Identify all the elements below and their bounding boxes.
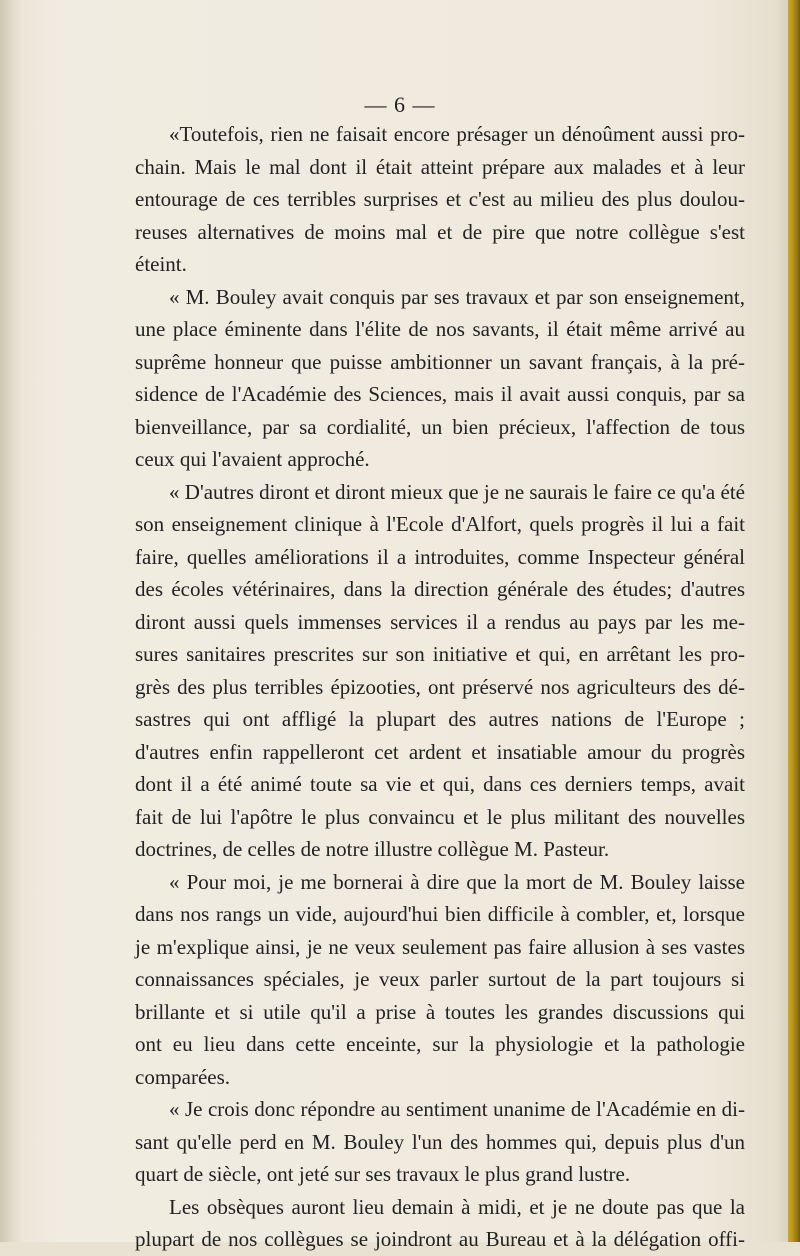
text-line: « Pour moi, je me bornerai à dire que la mort de M. Bouley laisse	[169, 869, 745, 894]
page-left-edge	[0, 0, 14, 1242]
book-spine-edge	[788, 0, 800, 1242]
text-line: quart de siècle, ont jeté sur ses travaux le plus grand lustre.	[135, 1162, 631, 1186]
body-text	[135, 118, 745, 1256]
text-line: chain. Mais le mal dont il était atteint prépare aux malades et à leur	[135, 154, 745, 179]
text-line: diront aussi quels immenses services il a rendus au pays par les me-	[135, 609, 745, 634]
text-line: comparées.	[135, 1064, 231, 1089]
text-line: bienveillance, par sa cordialité, un bien précieux, l'affection de tous	[135, 414, 745, 439]
text-line: une place éminente dans l'élite de nos savants, il était même arrivé au	[135, 317, 745, 341]
text-line: d'autres enfin rappelleront cet ardent et insatiable amour du progrès	[135, 739, 745, 764]
text-line: «Toutefois, rien ne faisait encore présager un dénoûment aussi pro-	[169, 122, 745, 146]
text-line: sidence de l'Académie des Sciences, mais il avait aussi conquis, par sa	[135, 382, 745, 406]
text-line: sastres qui ont affligé la plupart des autres nations de l'Europe ;	[135, 707, 745, 731]
text-line: reuses alternatives de moins mal et de pire que notre collègue s'est	[135, 219, 745, 244]
text-line: connaissances spéciales, je veux parler surtout de la part toujours si	[135, 967, 745, 991]
text-line: « D'autres diront et diront mieux que je ne saurais le faire ce qu'a été	[169, 479, 745, 504]
text-line: éteint.	[135, 252, 187, 276]
text-line: faire, quelles améliorations il a introduites, comme Inspecteur général	[135, 544, 745, 569]
text-line: « Je crois donc répondre au sentiment unanime de l'Académie en di-	[169, 1097, 745, 1121]
text-line: fait de lui l'apôtre le plus convaincu et le plus militant des nouvelles	[135, 804, 745, 829]
text-line: entourage de ces terribles surprises et c'est au milieu des plus doulou-	[135, 187, 745, 211]
page-number: — 6 —	[364, 92, 436, 117]
text-line: ceux qui l'avaient approché.	[135, 447, 370, 471]
text-line: sures sanitaires prescrites sur son initiative et qui, en arrêtant les pro-	[135, 642, 745, 666]
text-line: brillante et si utile qu'il a prise à toutes les grandes discussions qui	[135, 999, 745, 1024]
text-line: dont il a été animé toute sa vie et qui, dans ces derniers temps, avait	[135, 772, 745, 796]
text-line: plupart de nos collègues se joindront au Bureau et à la délégation offi-	[135, 1227, 745, 1251]
text-line: grès des plus terribles épizooties, ont préservé nos agriculteurs des dé-	[135, 674, 745, 699]
text-line: dans nos rangs un vide, aujourd'hui bien difficile à combler, et, lorsque	[135, 902, 745, 926]
text-line: doctrines, de celles de notre illustre collègue M. Pasteur.	[135, 837, 610, 861]
text-line: sant qu'elle perd en M. Bouley l'un des hommes qui, depuis plus d'un	[135, 1129, 745, 1154]
text-line: suprême honneur que puisse ambitionner un savant français, à la pré-	[135, 349, 745, 374]
text-line: des écoles vétérinaires, dans la direction générale des études; d'autres	[135, 577, 745, 601]
text-line: Les obsèques auront lieu demain à midi, et je ne doute pas que la	[169, 1194, 745, 1219]
text-line: son enseignement clinique à l'Ecole d'Alfort, quels progrès il lui a fait	[135, 512, 745, 536]
text-line: je m'explique ainsi, je ne veux seulement pas faire allusion à ses vastes	[135, 934, 745, 959]
text-line: « M. Bouley avait conquis par ses travaux et par son enseignement,	[169, 284, 745, 309]
text-line: ont eu lieu dans cette enceinte, sur la physiologie et la pathologie	[135, 1032, 745, 1056]
